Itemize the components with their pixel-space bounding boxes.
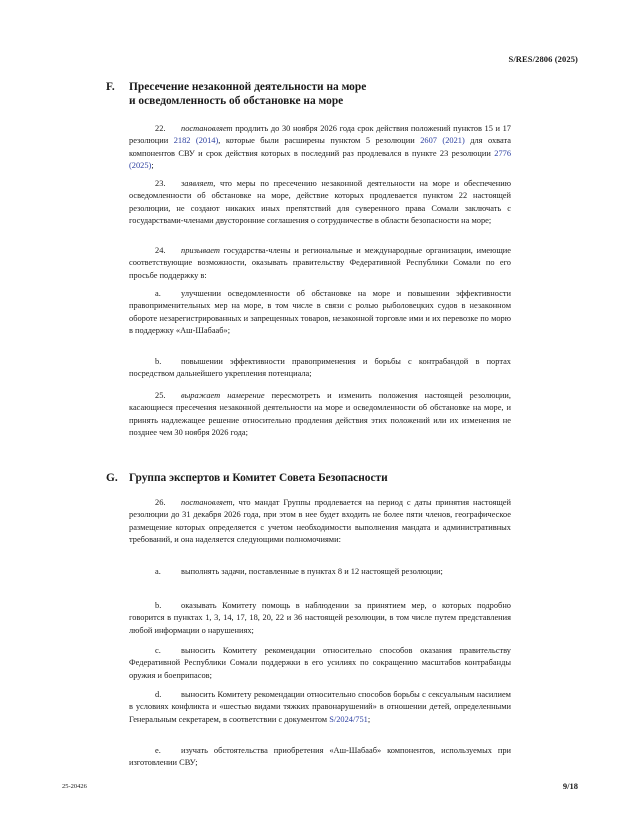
paragraph-text: ;: [151, 161, 154, 171]
subparagraph-text: изучать обстоятельства приобретения «Аш-Шабааб» компонентов, используемых при изготовлении СВУ;: [129, 746, 511, 768]
subparagraph-text: ;: [367, 714, 371, 724]
document-job-number: 25-20426: [62, 783, 87, 790]
paragraph-22: [129, 123, 511, 173]
subparagraph-letter: b.: [155, 357, 162, 366]
subparagraph-letter: c.: [155, 646, 161, 655]
paragraph-26: [129, 497, 511, 547]
subparagraph-text: повышении эффективности правоприменения и борьбы с контрабандой в портах посредством дальнейшего укрепления потенциала;: [129, 357, 511, 379]
subparagraph-letter: d.: [155, 690, 162, 699]
section-g-title: Группа экспертов и Комитет Совета Безопасности: [129, 472, 388, 484]
document-link-s-2024-751[interactable]: S/2024/751: [329, 714, 368, 724]
resolution-link-2776[interactable]: 2776 (2025): [129, 148, 511, 171]
section-f-title-line1: Пресечение незаконной деятельности на море: [129, 81, 367, 93]
subparagraph-24a: [129, 288, 511, 338]
subparagraph-text: оказывать Комитету помощь в наблюдении за принятием мер, о которых подробно говорится в пунктах 1, 3, 14, 17, 18, 20, 22 и 36 настоящей резолюции, в том числе путем представления любой информации о нарушениях;: [129, 601, 511, 635]
section-g-letter: G.: [106, 472, 118, 484]
paragraph-text: , которые были расширены пунктом 5 резолюции: [218, 136, 421, 146]
page-number: 9/18: [562, 781, 578, 791]
subparagraph-letter: a.: [155, 289, 161, 298]
paragraph-text: пересмотреть и изменить положения настоящей резолюции, касающиеся пресечения незаконной деятельности на море и осведомленности об обстановке на море, и принять надлежащее решение относительно продления действия этих положений или их изменения не позднее чем 30 ноября 2026 года;: [129, 391, 511, 438]
paragraph-text: , что мандат Группы продлевается на период с даты принятия настоящей резолюции до 31 декабря 2026 года, при этом в нее будет входить не более пяти членов, географическое размещение которых определяется с учетом необходимости выполнения мандата и административных требований, и она наделяется следующими полномочиями:: [129, 498, 511, 545]
paragraph-number: 23.: [155, 179, 166, 188]
subparagraph-26b: [129, 600, 511, 637]
resolution-link-2182[interactable]: 2182 (2014): [173, 136, 219, 146]
section-f-letter: F.: [106, 81, 115, 93]
subparagraph-letter: b.: [155, 601, 162, 610]
paragraph-number: 22.: [155, 124, 166, 133]
operative-verb: постановляет: [181, 498, 233, 507]
resolution-link-2607[interactable]: 2607 (2021): [420, 136, 465, 146]
paragraph-text: продлить до 30 ноября 2026 года срок действия положений пунктов 15 и 17 резолюции: [129, 124, 511, 146]
paragraph-text: государства-члены и региональные и международные организации, имеющие соответствующие возможности, оказывать правительству Федеративной Республики Сомали по его просьбе поддержку в:: [129, 246, 511, 280]
subparagraph-letter: a.: [155, 567, 161, 576]
operative-verb: призывает: [181, 246, 220, 255]
operative-verb: заявляет: [181, 179, 214, 188]
subparagraph-26c: [129, 645, 511, 682]
subparagraph-26e: [129, 745, 511, 770]
section-f-title-line2: и осведомленность об обстановке на море: [129, 95, 344, 107]
subparagraph-text: выносить Комитету рекомендации относительно способов оказания правительству Федеративной Республики Сомали поддержки в его усилиях по сокращению масштабов контрабанды оружия и боеприпасов;: [129, 646, 511, 680]
section-f-heading: [106, 80, 560, 108]
subparagraph-24b: [129, 356, 511, 381]
subparagraph-letter: e.: [155, 746, 161, 755]
paragraph-24: [129, 245, 511, 282]
subparagraph-26d: [129, 689, 511, 726]
document-symbol: S/RES/2806 (2025): [508, 54, 578, 64]
section-g-heading: [106, 471, 560, 485]
paragraph-25: [129, 390, 511, 440]
subparagraph-text: улучшении осведомленности об обстановке на море и повышении эффективности правоприменительных мер на море, в том числе в связи с ролью рыболовецких судов в незаконном обороте незарегистрированных и запрещенных товаров, незаконной торговле ими и их перевозке по морю в поддержку «Аш-Шабааб»;: [129, 289, 511, 336]
paragraph-number: 25.: [155, 391, 166, 400]
paragraph-text: для охвата компонентов СВУ и срок действия которых в последний раз продлевался в пункте 23 резолюции: [129, 136, 511, 158]
subparagraph-text: выносить Комитету рекомендации относительно способов борьбы с сексуальным насилием в условиях конфликта и «шестью видами тяжких правонарушений» в отношении детей, определенными Генеральным секретарем, в соответствии с документом: [129, 690, 511, 724]
operative-verb: выражает намерение: [181, 391, 265, 400]
paragraph-number: 26.: [155, 498, 166, 507]
operative-verb: постановляет: [181, 124, 233, 133]
paragraph-number: 24.: [155, 246, 166, 255]
subparagraph-26a: [129, 566, 511, 578]
subparagraph-text: выполнять задачи, поставленные в пунктах 8 и 12 настоящей резолюции;: [181, 567, 443, 576]
paragraph-23: [129, 178, 511, 228]
paragraph-text: , что меры по пресечению незаконной деятельности на море и обеспечению осведомленности об обстановке на море, действие которых продлевается пунктом 22 настоящей резолюции, не создают никаких иных препятствий для суверенного права Сомали заключать с государствами-членами двусторонние соглашения о сотрудничестве в области безопасности на море;: [129, 179, 511, 226]
